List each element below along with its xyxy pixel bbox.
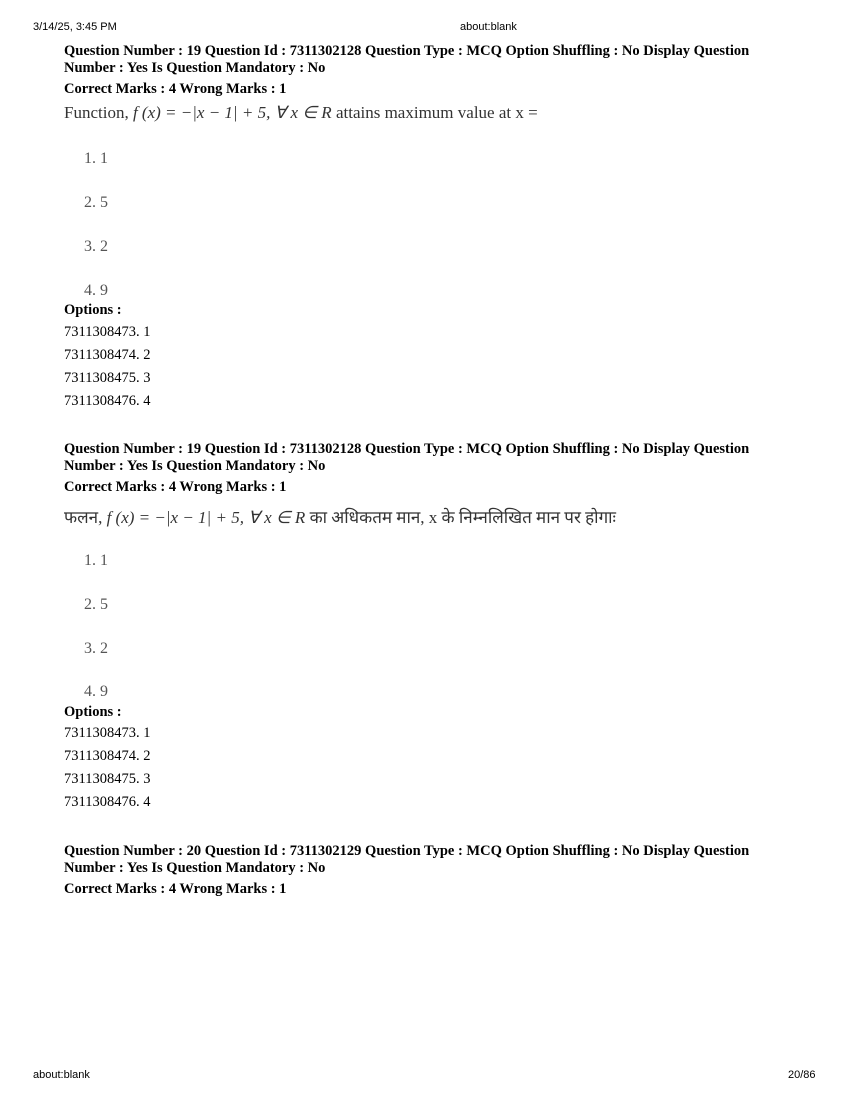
choice-1: 1. 1 bbox=[84, 552, 108, 569]
stem-forall: ∀ x ∈ R bbox=[274, 103, 332, 122]
choice-4: 4. 9 bbox=[84, 282, 108, 299]
options-label: Options : bbox=[64, 302, 122, 318]
question-header: Question Number : 19 Question Id : 7311302128 Question Type : MCQ Option Shuffling : No Display Question Number : Yes Is Question Mandatory : No bbox=[64, 43, 750, 76]
option-item: 7311308474. 2 bbox=[64, 347, 151, 363]
print-datetime: 3/14/25, 3:45 PM bbox=[33, 21, 117, 33]
page-number: 20/86 bbox=[788, 1069, 816, 1081]
question-stem bbox=[64, 103, 538, 123]
footer-url: about:blank bbox=[33, 1069, 90, 1081]
stem-suffix: का अधिकतम मान, x के निम्नलिखित मान पर होगाः bbox=[309, 508, 616, 527]
page-url-title: about:blank bbox=[460, 21, 517, 33]
choice-2: 2. 5 bbox=[84, 596, 108, 613]
stem-prefix: Function, bbox=[64, 103, 129, 122]
stem-prefix: फलन, bbox=[64, 508, 103, 527]
options-label: Options : bbox=[64, 704, 122, 720]
option-item: 7311308475. 3 bbox=[64, 370, 151, 386]
choice-2: 2. 5 bbox=[84, 194, 108, 211]
stem-formula: f (x) = −|x − 1| + 5, bbox=[132, 103, 271, 122]
choice-1: 1. 1 bbox=[84, 150, 108, 167]
option-item: 7311308476. 4 bbox=[64, 794, 151, 810]
choice-4: 4. 9 bbox=[84, 683, 108, 700]
option-item: 7311308476. 4 bbox=[64, 393, 151, 409]
question-marks: Correct Marks : 4 Wrong Marks : 1 bbox=[64, 479, 287, 495]
option-item: 7311308475. 3 bbox=[64, 771, 151, 787]
choice-3: 3. 2 bbox=[84, 238, 108, 255]
choice-3: 3. 2 bbox=[84, 640, 108, 657]
question-marks: Correct Marks : 4 Wrong Marks : 1 bbox=[64, 81, 287, 97]
option-item: 7311308474. 2 bbox=[64, 748, 151, 764]
stem-forall: ∀ x ∈ R bbox=[248, 508, 306, 527]
stem-formula: f (x) = −|x − 1| + 5, bbox=[106, 508, 244, 527]
question-header: Question Number : 19 Question Id : 7311302128 Question Type : MCQ Option Shuffling : No Display Question Number : Yes Is Question Mandatory : No bbox=[64, 441, 750, 474]
question-marks: Correct Marks : 4 Wrong Marks : 1 bbox=[64, 881, 287, 897]
option-item: 7311308473. 1 bbox=[64, 324, 151, 340]
question-stem bbox=[64, 505, 616, 528]
stem-suffix: attains maximum value at x = bbox=[335, 103, 538, 122]
question-header: Question Number : 20 Question Id : 7311302129 Question Type : MCQ Option Shuffling : No Display Question Number : Yes Is Question Mandatory : No bbox=[64, 843, 750, 876]
option-item: 7311308473. 1 bbox=[64, 725, 151, 741]
